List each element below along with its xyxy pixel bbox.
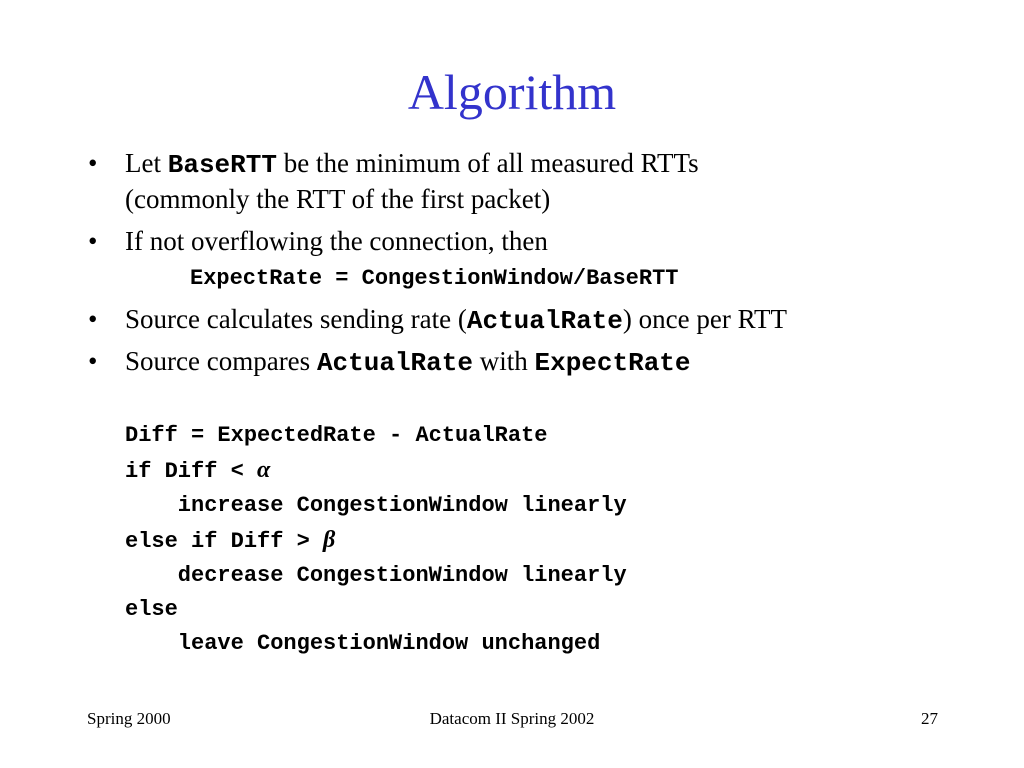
bullet-icon: • [88, 148, 98, 178]
code-line [125, 523, 627, 559]
code-line: decrease CongestionWindow linearly [125, 563, 627, 588]
beta-symbol: β [323, 527, 336, 553]
code-text: else if Diff > [125, 529, 324, 554]
slide-title: Algorithm [407, 64, 617, 120]
code-term: ActualRate [466, 306, 623, 336]
bullet-text: with [472, 346, 535, 376]
bullet-text: Source compares [125, 346, 317, 376]
code-line: Diff = ExpectedRate - ActualRate [125, 423, 548, 448]
bullet-text: Let [125, 148, 168, 178]
bullet-item [88, 146, 988, 216]
bullet-list [88, 146, 988, 380]
bullet-text-continuation: (commonly the RTT of the first packet) [125, 184, 551, 214]
bullet-text: ) once per RTT [622, 304, 787, 334]
page-number: 27 [921, 709, 938, 728]
bullet-icon: • [88, 346, 98, 376]
bullet-text: Source calculates sending rate ( [125, 304, 467, 334]
bullet-icon: • [88, 304, 98, 334]
alpha-symbol: α [257, 457, 271, 483]
bullet-item [88, 302, 988, 338]
footer-center: Datacom II Spring 2002 [429, 709, 595, 728]
code-line [125, 453, 627, 489]
bullet-icon: • [88, 226, 98, 256]
formula: ExpectRate = CongestionWindow/BaseRTT [190, 266, 679, 291]
footer-left: Spring 2000 [87, 709, 171, 728]
code-line: else [125, 597, 178, 622]
code-line: increase CongestionWindow linearly [125, 493, 627, 518]
bullet-item [88, 224, 988, 258]
code-line: leave CongestionWindow unchanged [125, 631, 601, 656]
code-term: ActualRate [316, 348, 473, 378]
code-term: ExpectRate [534, 348, 691, 378]
code-text: if Diff < [125, 459, 258, 484]
bullet-text: be the minimum of all measured RTTs [276, 148, 699, 178]
bullet-item [88, 344, 988, 380]
code-term: BaseRTT [167, 150, 277, 180]
pseudocode-block [125, 419, 627, 661]
bullet-text: If not overflowing the connection, then [125, 226, 548, 256]
